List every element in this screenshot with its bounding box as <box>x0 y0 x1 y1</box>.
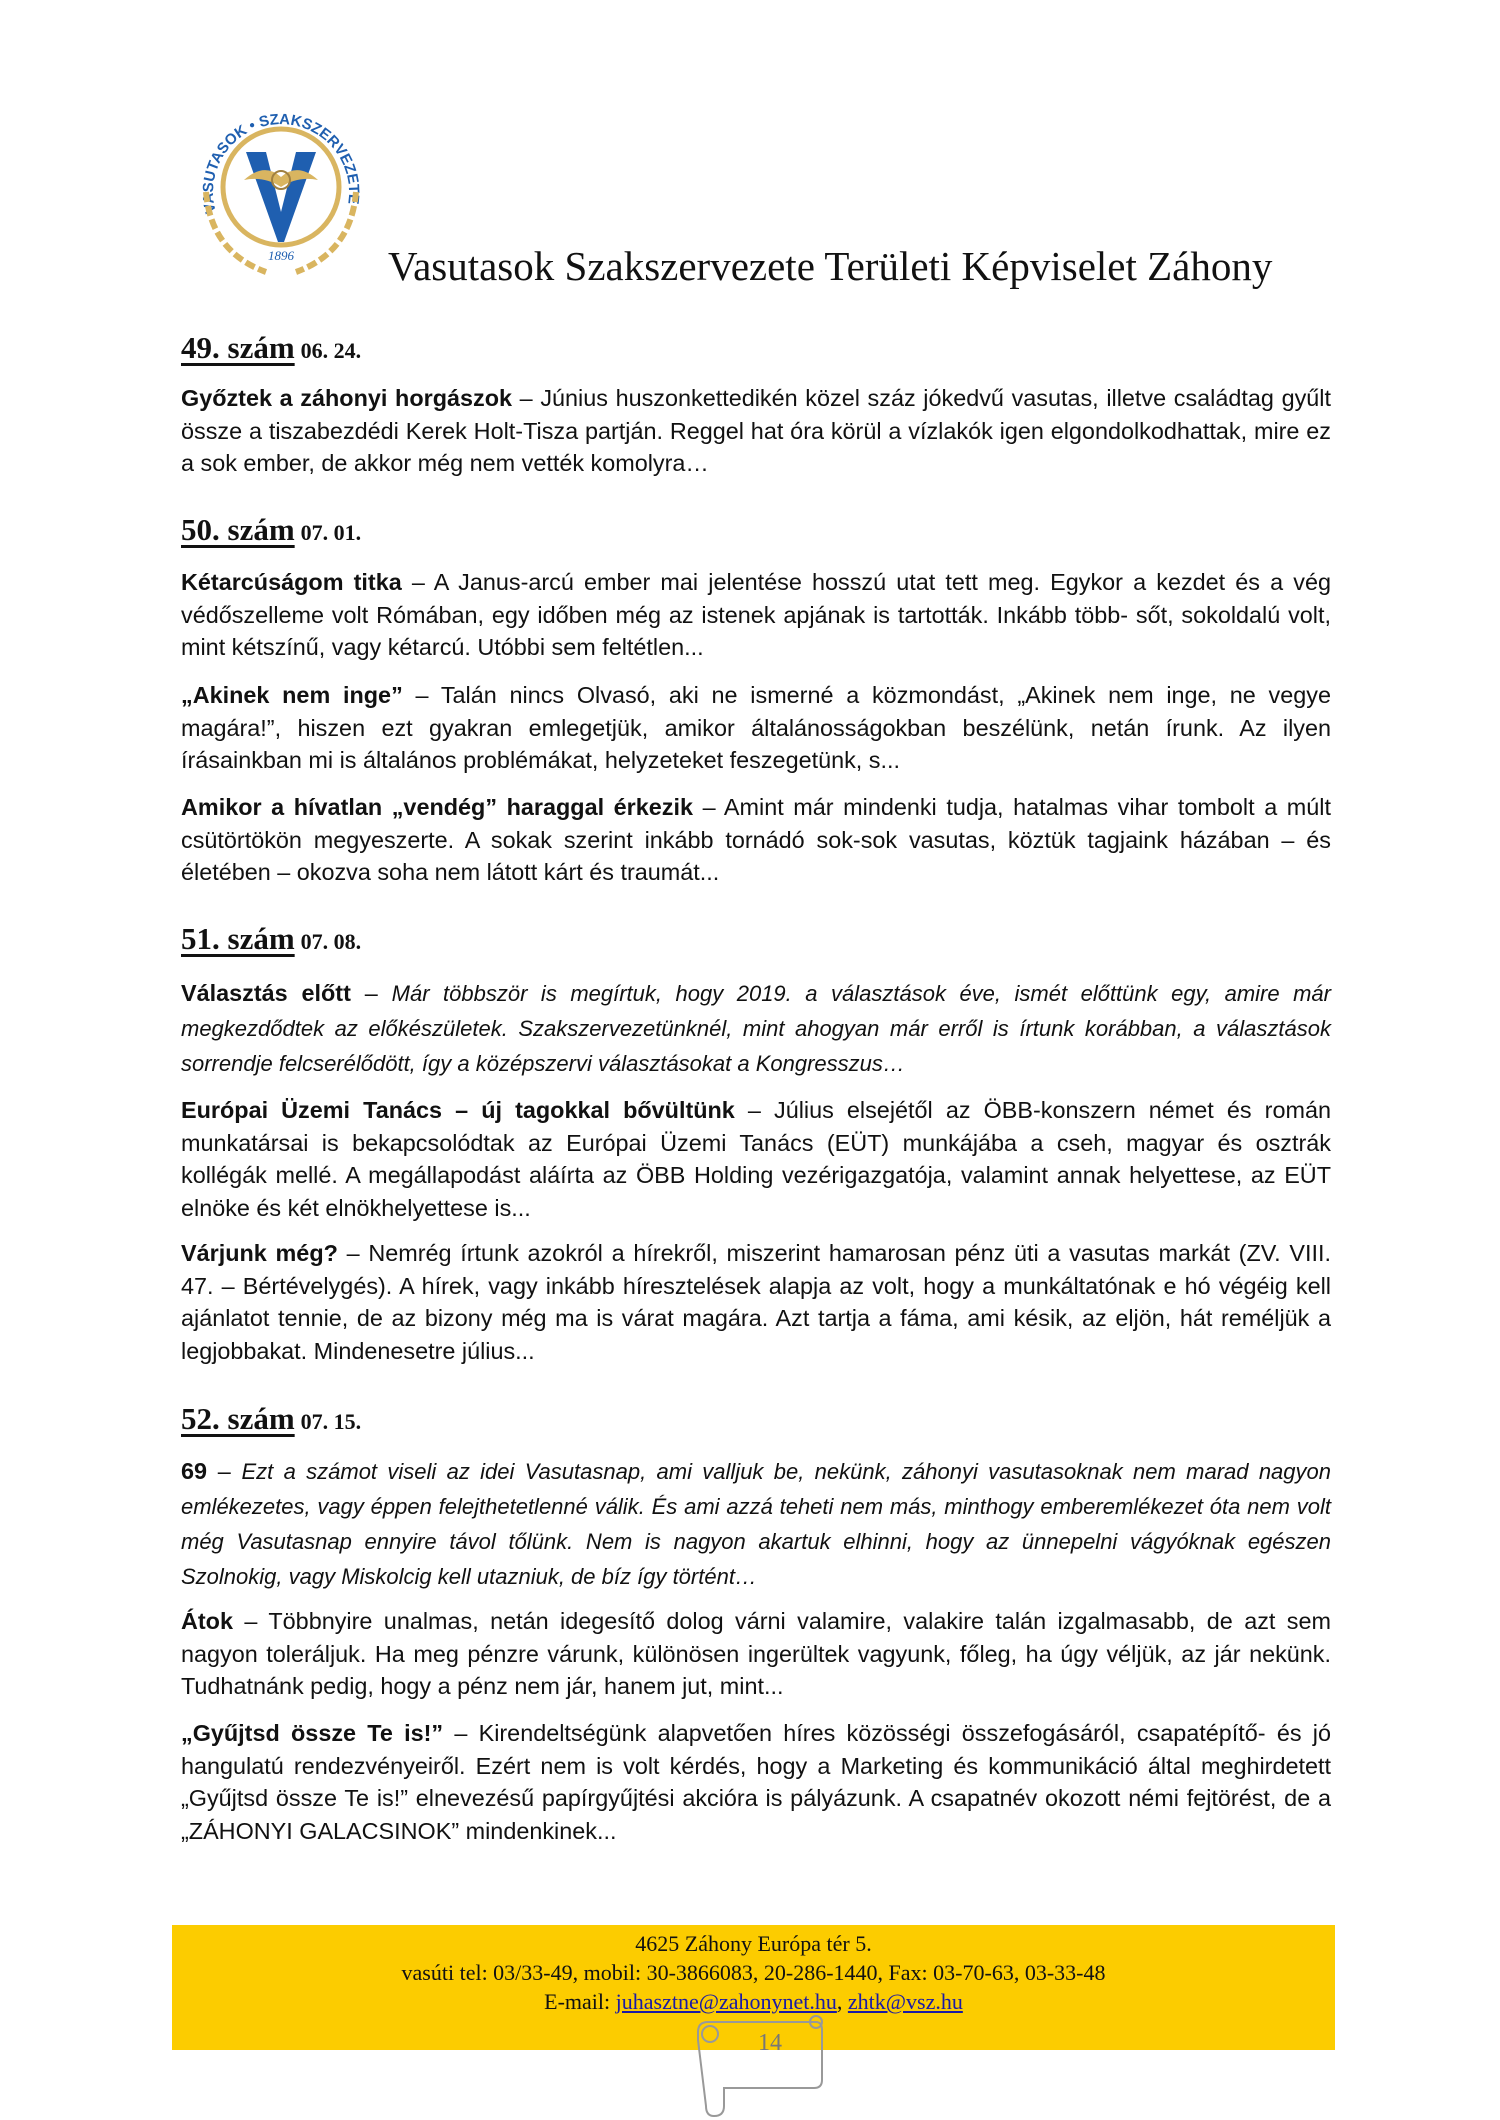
page-title: Vasutasok Szakszervezete Területi Képviselet Záhony <box>388 243 1273 289</box>
email-link-juhasztne[interactable]: juhasztne@zahonynet.hu <box>615 1989 837 2014</box>
footer-address: 4625 Záhony Európa tér 5. <box>635 1931 872 1956</box>
article: Kétarcúságom titka – A Janus-arcú ember mai jelentése hosszú utat tett meg. Egykor a kezdet és a vég védőszelleme volt Rómában, egy időben még az istenek apjának is tartották. Inkább több- sőt, sokoldalú volt, mint kétszínű, vagy kétarcú. Utóbbi sem feltétlen... <box>181 569 1331 660</box>
union-logo <box>186 92 376 282</box>
email-link-zhtk[interactable]: zhtk@vsz.hu <box>847 1989 963 2014</box>
article: Átok – Többnyire unalmas, netán idegesítő dolog várni valamire, valakire talán izgalmasabb, de azt sem nagyon toleráljuk. Ha meg pénzre várunk, különösen ingerültek vagyunk, főleg, ha úgy véljük, az jár nekünk. Tudhatnánk pedig, hogy a pénz nem jár, hanem jut, mint... <box>181 1608 1331 1699</box>
article: Győztek a záhonyi horgászok – Június huszonkettedikén közel száz jókedvű vasutas, illetve családtag gyűlt össze a tiszabezdédi Kerek Holt-Tisza partján. Reggel hat óra körül a vízlakók igen elgondolkodhattak, mire ez a sok ember, de akkor még nem vették komolyra… <box>181 385 1331 476</box>
issue-heading: 51. szám 07. 08. <box>181 921 362 956</box>
article: „Gyűjtsd össze Te is!” – Kirendeltségünk alapvetően híres közösségi összefogásáról, csapatépítő- és jó hangulatú rendezvényeiről. Ezért nem is volt kérdés, hogy a Marketing és kommunikáció által meghirdetett „Gyűjtsd össze Te is!” elnevezésű papírgyűjtési akcióra is pályázunk. A csapatnév okozott némi fejtörést, de a „ZÁHONYI GALACSINOK” mindenkinek... <box>181 1720 1331 1844</box>
article: Európai Üzemi Tanács – új tagokkal bővültünk – Július elsejétől az ÖBB-konszern német és román munkatársai is bekapcsolódtak az Európai Üzemi Tanács (EÜT) munkájába a cseh, magyar és osztrák kollégák mellé. A megállapodást aláírta az ÖBB Holding vezérigazgatója, valamint annak helyettese, az EÜT elnöke és két elnökhelyettese is... <box>181 1097 1331 1221</box>
issue-heading: 49. szám 06. 24. <box>181 330 362 365</box>
issue-heading: 52. szám 07. 15. <box>181 1401 362 1436</box>
page-number-scroll-icon <box>688 2010 828 2120</box>
svg-text:VASUTASOK • SZAKSZERVEZETE: VASUTASOK • SZAKSZERVEZETE <box>199 110 363 216</box>
article: Várjunk még? – Nemrég írtunk azokról a hírekről, miszerint hamarosan pénz üti a vasutas markát (ZV. VIII. 47. – Bértévelygés). A hírek, vagy inkább híresztelések alapja az volt, hogy a munkáltatónak e hó végéig kell ajánlatot tennie, de az bizony még ma is várat magára. Azt tartja a fáma, ami késik, az eljön, hát reméljük a legjobbakat. Mindenesetre július... <box>181 1240 1331 1364</box>
article: „Akinek nem inge” – Talán nincs Olvasó, aki ne ismerné a közmondást, „Akinek nem inge, ne vegye magára!”, hiszen ezt gyakran emlegetjük, amikor általánosságokban beszélünk, netán írunk. Az ilyen írásainkban mi is általános problémákat, helyzeteket feszegetünk, s... <box>181 682 1331 773</box>
footer-phones: vasúti tel: 03/33-49, mobil: 30-3866083, 20-286-1440, Fax: 03-70-63, 03-33-48 <box>401 1960 1106 1985</box>
svg-text:1896: 1896 <box>268 248 294 263</box>
article: 69 – Ezt a számot viseli az idei Vasutasnap, ami valljuk be, nekünk, záhonyi vasutasoknak nem marad nagyon emlékezetes, vagy éppen felejthetetlenné válik. És ami azzá teheti nem más, minthogy emberemlékezet óta nem volt még Vasutasnap ennyire távol tőlünk. Nem is nagyon akartuk elhinni, hogy az ünnepelni vágyóknak egészen Szolnokig, vagy Miskolcig kell utazniuk, de bíz így történt… <box>181 1458 1331 1589</box>
issue-heading: 50. szám 07. 01. <box>181 512 362 547</box>
article: Választás előtt – Már többször is megírtuk, hogy 2019. a választások éve, ismét előttünk egy, amire már megkezdődtek az előkészületek. Szakszervezetünknél, mint ahogyan már erről is írtunk korábban, a választások sorrendje felcserélődött, így a középszervi választásokat a Kongresszus… <box>181 980 1331 1076</box>
article: Amikor a hívatlan „vendég” haraggal érkezik – Amint már mindenki tudja, hatalmas vihar tombolt a múlt csütörtökön megyeszerte. A sokak szerint inkább tornádó sok-sok vasutas, köztük tagjaink házában – és életében – okozva soha nem látott kárt és traumát... <box>181 794 1331 885</box>
footer-email: E-mail: juhasztne@zahonynet.hu, zhtk@vsz.hu <box>544 1989 963 2014</box>
page-number: 14 <box>758 2030 782 2056</box>
